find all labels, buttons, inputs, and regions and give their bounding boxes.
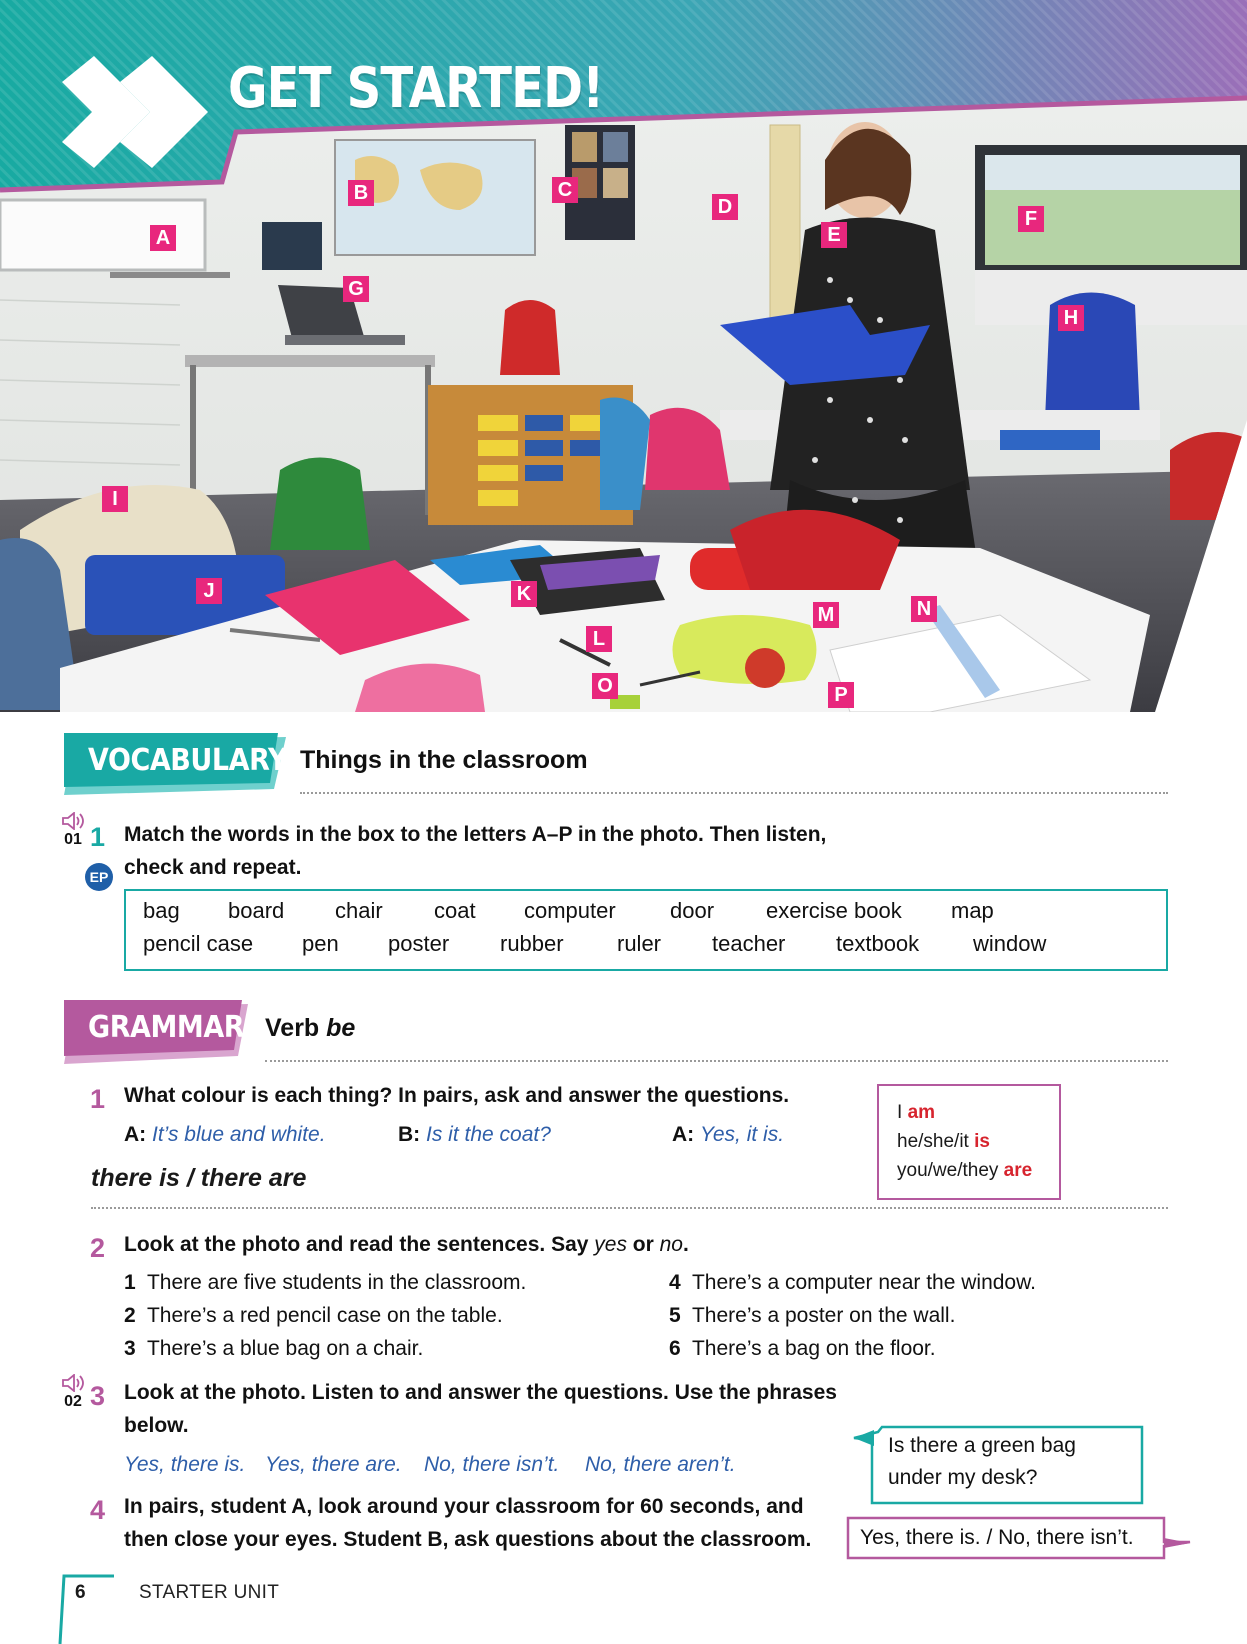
word-item: rubber <box>500 931 564 956</box>
footer-bracket <box>58 1574 118 1644</box>
word-item: window <box>973 931 1047 956</box>
word-item: textbook <box>836 931 920 956</box>
word-item: map <box>951 898 994 923</box>
word-item: ruler <box>617 931 662 956</box>
vocabulary-tab-label: VOCABULARY <box>88 743 288 778</box>
word-item: coat <box>434 898 476 923</box>
be-row-he: he/she/it is <box>897 1131 990 1152</box>
word-item: board <box>228 898 285 923</box>
ep-badge[interactable]: EP <box>85 863 113 891</box>
be-row-i: I am <box>897 1102 936 1123</box>
word-item: computer <box>524 898 616 923</box>
there-is-heading: there is / there are <box>91 1164 307 1192</box>
photo-label-j: J <box>196 578 222 604</box>
photo-label-h: H <box>1058 305 1084 331</box>
sentence-item: 3 There’s a blue bag on a chair. <box>124 1337 424 1360</box>
vocab-exercise-number: 1 <box>90 822 106 852</box>
word-item: exercise book <box>766 898 902 923</box>
grammar-rule <box>265 1060 1168 1062</box>
audio-track-number: 02 <box>64 1393 82 1410</box>
sentence-item: 1 There are five students in the classroom. <box>124 1271 527 1294</box>
grammar-ex1-example-a1: A: It’s blue and white. <box>124 1123 326 1146</box>
photo-label-i: I <box>102 486 128 512</box>
grammar-ex4-instruction-line1: In pairs, student A, look around your classroom for 60 seconds, and <box>124 1495 804 1518</box>
header-banner <box>0 0 1247 200</box>
grammar-ex3-instruction-line1: Look at the photo. Listen to and answer the questions. Use the phrases <box>124 1381 837 1404</box>
grammar-ex1-number: 1 <box>90 1084 106 1114</box>
vocab-instruction-line2: check and repeat. <box>124 856 302 879</box>
grammar-ex1-instruction: What colour is each thing? In pairs, ask and answer the questions. <box>124 1084 790 1107</box>
vocab-instruction-line1: Match the words in the box to the letters A–P in the photo. Then listen, <box>124 823 827 846</box>
photo-label-g: G <box>343 276 369 302</box>
grammar-title: Verb be <box>265 1014 356 1042</box>
grammar-tab <box>64 1000 248 1056</box>
photo-label-o: O <box>592 673 618 699</box>
word-item: door <box>670 898 715 923</box>
photo-label-b: B <box>348 180 374 206</box>
audio-track-02[interactable] <box>58 1374 88 1411</box>
speaker-icon <box>61 1374 85 1392</box>
photo-label-a: A <box>150 225 176 251</box>
sentence-item: 4 There’s a computer near the window. <box>669 1271 1036 1294</box>
speaker-icon <box>61 812 85 830</box>
vocabulary-rule <box>300 792 1168 794</box>
word-item: bag <box>143 898 180 923</box>
unit-label: STARTER UNIT <box>139 1582 280 1603</box>
vocabulary-tab <box>64 733 286 789</box>
grammar-tab-label: GRAMMAR <box>88 1010 245 1045</box>
phrase-item: Yes, there are. <box>265 1453 402 1476</box>
audio-track-01[interactable] <box>58 812 88 849</box>
grammar-ex3-instruction-line2: below. <box>124 1414 189 1437</box>
word-item: teacher <box>712 931 786 956</box>
there-is-rule <box>91 1207 1168 1209</box>
grammar-ex4-number: 4 <box>90 1495 106 1525</box>
sentence-item: 2 There’s a red pencil case on the table. <box>124 1304 503 1327</box>
phrase-item: No, there aren’t. <box>585 1453 736 1476</box>
word-item: chair <box>335 898 383 923</box>
word-item: pencil case <box>143 931 254 956</box>
photo-label-p: P <box>828 682 854 708</box>
audio-track-number: 01 <box>64 831 82 848</box>
phrase-item: Yes, there is. <box>124 1453 246 1476</box>
grammar-ex3-number: 3 <box>90 1381 106 1411</box>
verb-be-box <box>877 1084 1061 1200</box>
grammar-ex2-number: 2 <box>90 1233 106 1263</box>
photo-label-k: K <box>511 581 537 607</box>
question-bubble: Is there a green bag under my desk? <box>888 1434 1076 1489</box>
photo-label-e: E <box>821 222 847 248</box>
photo-label-n: N <box>911 596 937 622</box>
be-row-you: you/we/they are <box>897 1160 1033 1181</box>
vocabulary-title: Things in the classroom <box>300 746 588 774</box>
sentence-item: 5 There’s a poster on the wall. <box>669 1304 956 1327</box>
word-item: pen <box>302 931 339 956</box>
photo-label-c: C <box>552 177 578 203</box>
photo-label-f: F <box>1018 206 1044 232</box>
grammar-ex2-instruction: Look at the photo and read the sentences. Say yes or no. <box>124 1233 689 1256</box>
photo-label-m: M <box>813 602 839 628</box>
grammar-ex1-example-a2: A: Yes, it is. <box>672 1123 785 1146</box>
answer-bubble: Yes, there is. / No, there isn’t. <box>860 1526 1134 1549</box>
grammar-ex1-example-b: B: Is it the coat? <box>398 1123 551 1146</box>
sentence-item: 6 There’s a bag on the floor. <box>669 1337 936 1360</box>
phrase-item: No, there isn’t. <box>424 1453 560 1476</box>
page-title: GET STARTED! <box>228 56 604 121</box>
word-item: poster <box>388 931 450 956</box>
photo-label-l: L <box>586 626 612 652</box>
grammar-ex4-instruction-line2: then close your eyes. Student B, ask questions about the classroom. <box>124 1528 812 1551</box>
page-number: 6 <box>75 1582 86 1603</box>
photo-label-d: D <box>712 194 738 220</box>
